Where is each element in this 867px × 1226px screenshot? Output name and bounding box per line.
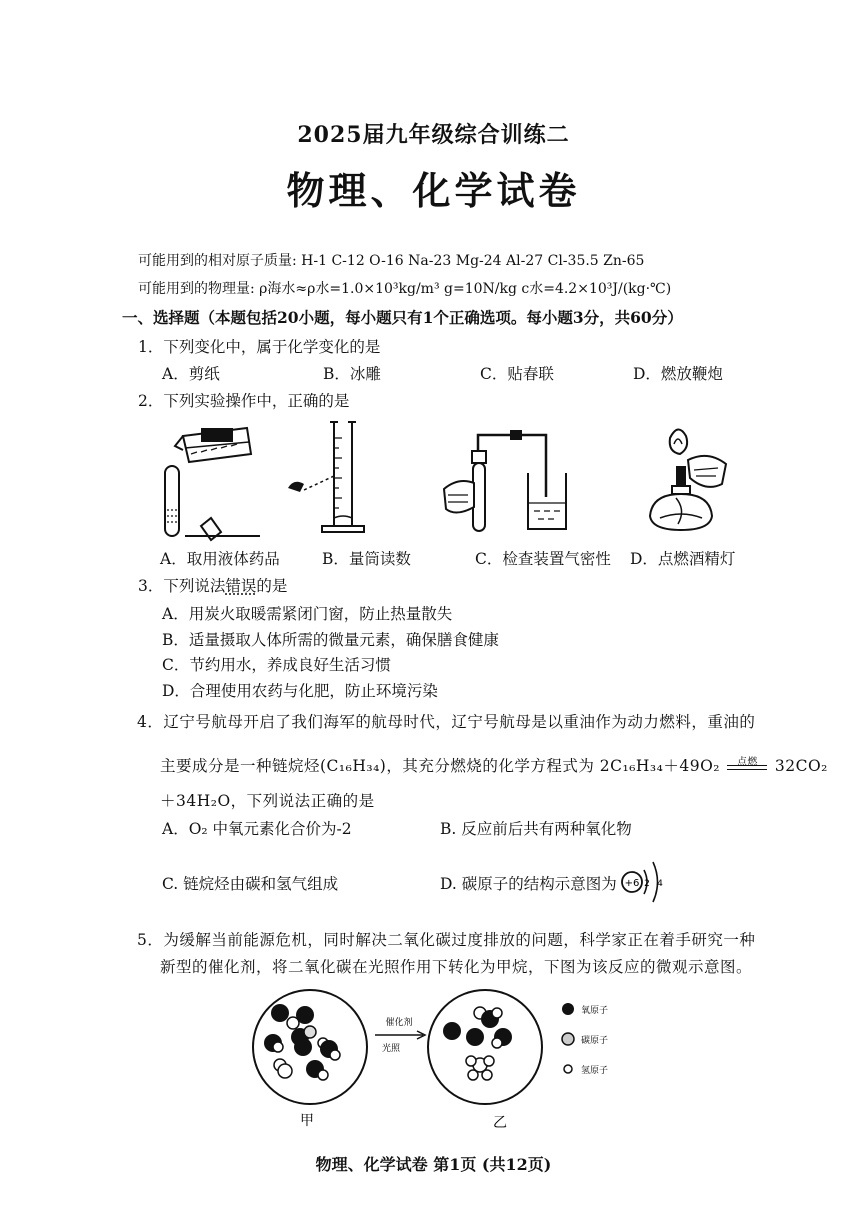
- carbon-shell-1-label: 2: [644, 879, 650, 889]
- q4-equation-left: 主要成分是一种链烷烃(C₁₆H₃₄)，其充分燃烧的化学方程式为 2C₁₆H₃₄＋49O₂: [160, 757, 720, 775]
- legend-oxygen: 氧原子: [581, 1006, 609, 1016]
- q4-equation-arrow: [725, 757, 769, 776]
- q2-option-c: C．检查装置气密性: [475, 550, 611, 568]
- oxygen-atom-icon: [562, 1003, 574, 1015]
- legend-hydrogen: 氢原子: [581, 1066, 609, 1076]
- page-footer: 物理、化学试卷 第1页 (共12页): [315, 1155, 552, 1174]
- catalyst-label: 催化剂: [385, 1018, 413, 1028]
- q3-stem-emphasis: 错误: [225, 577, 257, 595]
- right-box-label: 乙: [493, 1115, 507, 1131]
- q3-stem: [138, 574, 287, 596]
- q1-option-a: A．剪纸: [162, 365, 220, 383]
- q2-figure-d-alcohol-lamp: [630, 420, 740, 545]
- q4-line-1: 4．辽宁号航母开启了我们海军的航母时代，辽宁号航母是以重油作为动力燃料，重油的: [137, 713, 756, 731]
- carbon-atom-structure-icon: [620, 852, 670, 912]
- q3-stem-post: 的是: [256, 577, 288, 595]
- q1-option-c: C．贴春联: [480, 365, 554, 383]
- q4-line-3: ＋34H₂O，下列说法正确的是: [160, 792, 375, 810]
- q1-stem: 1．下列变化中，属于化学变化的是: [138, 338, 381, 356]
- q1-option-b: B．冰雕: [323, 365, 381, 383]
- q5-line-1: 5．为缓解当前能源危机，同时解决二氧化碳过度排放的问题，科学家正在着手研究一种: [137, 931, 756, 949]
- q3-option-a: A．用炭火取暖需紧闭门窗，防止热量散失: [162, 605, 453, 623]
- hydrogen-atom-icon: [564, 1065, 572, 1073]
- q4-option-b: B. 反应前后共有两种氧化物: [440, 820, 632, 838]
- q2-option-d: D．点燃酒精灯: [630, 550, 736, 568]
- q3-option-d: D．合理使用农药与化肥，防止环境污染: [162, 682, 438, 700]
- carbon-shell-2-label: 4: [657, 879, 663, 889]
- exam-title: 物理、化学试卷: [286, 168, 581, 213]
- q5-reaction-diagram: [245, 985, 645, 1130]
- physical-constants-line: 可能用到的物理量: ρ海水≈ρ水=1.0×10³kg/m³ g=10N/kg c水=4.2×10³J/(kg·℃): [138, 281, 672, 297]
- q3-option-b: B．适量摄取人体所需的微量元素，确保膳食健康: [162, 631, 499, 649]
- left-box-label: 甲: [300, 1113, 314, 1129]
- section-heading: 一、选择题（本题包括20小题，每小题只有1个正确选项。每小题3分，共60分）: [122, 308, 683, 327]
- carbon-atom-icon: [562, 1033, 574, 1045]
- q4-option-d: D. 碳原子的结构示意图为: [440, 875, 617, 893]
- q4-equation-product: 32CO₂: [774, 757, 828, 775]
- q3-option-c: C．节约用水，养成良好生活习惯: [162, 656, 391, 674]
- q2-stem: 2．下列实验操作中，正确的是: [138, 392, 350, 410]
- q4-reaction-condition: 点燃: [736, 757, 758, 768]
- light-label: 光照: [381, 1044, 401, 1054]
- q4-option-c: C. 链烷烃由碳和氢气组成: [162, 875, 339, 893]
- q3-stem-pre: 3．下列说法: [138, 577, 226, 595]
- q5-line-2: 新型的催化剂，将二氧化碳在光照作用下转化为甲烷，下图为该反应的微观示意图。: [160, 958, 753, 976]
- q4-option-a: A．O₂ 中氧元素化合价为-2: [162, 820, 352, 838]
- atomic-masses-line: 可能用到的相对原子质量: H-1 C-12 O-16 Na-23 Mg-24 Al-27 Cl-35.5 Zn-65: [138, 253, 645, 269]
- q1-option-d: D．燃放鞭炮: [633, 365, 723, 383]
- q2-option-b: B．量筒读数: [322, 550, 411, 568]
- exam-subtitle: 2025届九年级综合训练二: [297, 122, 570, 148]
- q2-figure-b-cylinder-reading: [282, 418, 392, 543]
- q2-figure-c-airtightness: [438, 425, 578, 545]
- q2-option-a: A．取用液体药品: [160, 550, 280, 568]
- q4-line-2: [160, 754, 828, 776]
- carbon-nucleus-label: +6: [624, 878, 640, 889]
- legend-carbon: 碳原子: [581, 1036, 609, 1046]
- q2-figure-a-pour-liquid: [155, 422, 270, 542]
